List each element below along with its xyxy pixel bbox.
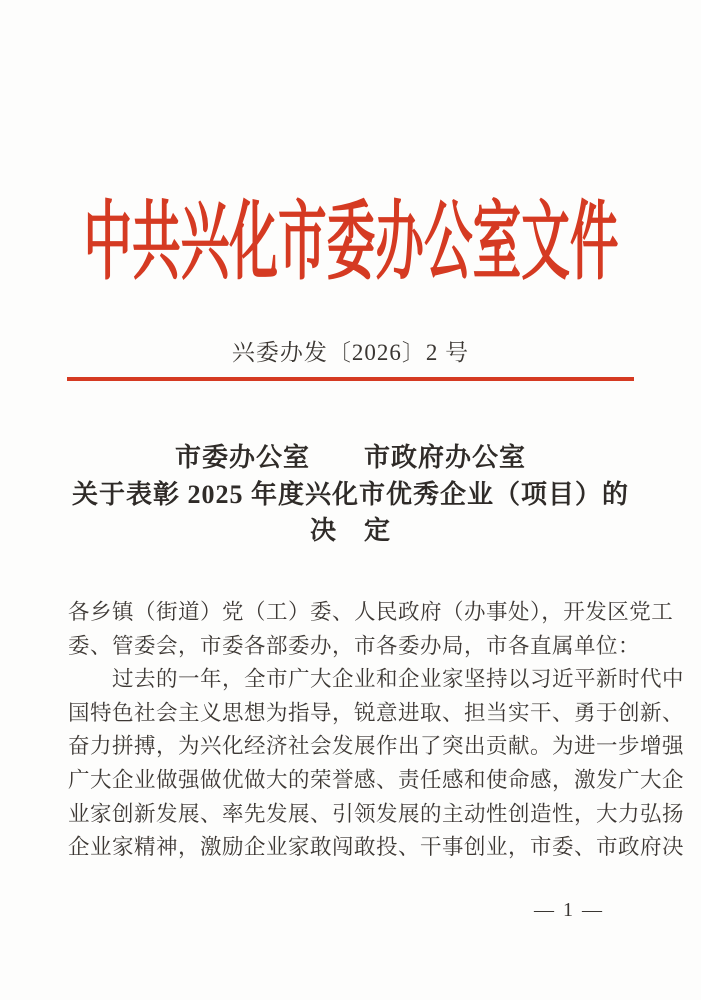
body-line: 国特色社会主义思想为指导，锐意进取、担当实干、勇于创新、 xyxy=(68,700,685,725)
red-masthead xyxy=(0,176,701,294)
masthead-title: 中共兴化市委办公室文件 xyxy=(82,194,619,290)
page-number: — 1 — xyxy=(534,899,604,921)
document-title xyxy=(0,440,701,550)
body-line: 各乡镇（街道）党（工）委、人民政府（办事处），开发区党工 xyxy=(68,600,674,624)
document-reference-number: 兴委办发〔2026〕2 号 xyxy=(231,340,470,365)
title-line-issuers: 市委办公室 市政府办公室 xyxy=(174,443,526,472)
title-line-subject: 关于表彰 2025 年度兴化市优秀企业（项目）的 xyxy=(71,479,629,509)
document-body xyxy=(68,596,685,865)
body-line: 企业家精神，激励企业家敢闯敢投、干事创业，市委、市政府决 xyxy=(68,835,685,860)
body-line: 业家创新发展、率先发展、引领发展的主动性创造性，大力弘扬 xyxy=(68,801,685,826)
title-line-decision: 决 定 xyxy=(309,516,391,545)
body-line: 奋力拼搏，为兴化经济社会发展作出了突出贡献。为进一步增强 xyxy=(68,734,685,759)
body-line: 委、管委会，市委各部委办，市各委办局，市各直属单位： xyxy=(68,633,641,658)
body-line: 过去的一年，全市广大企业和企业家坚持以习近平新时代中 xyxy=(68,667,685,692)
red-divider-line xyxy=(67,377,634,381)
body-line: 广大企业做强做优做大的荣誉感、责任感和使命感，激发广大企 xyxy=(68,767,685,792)
